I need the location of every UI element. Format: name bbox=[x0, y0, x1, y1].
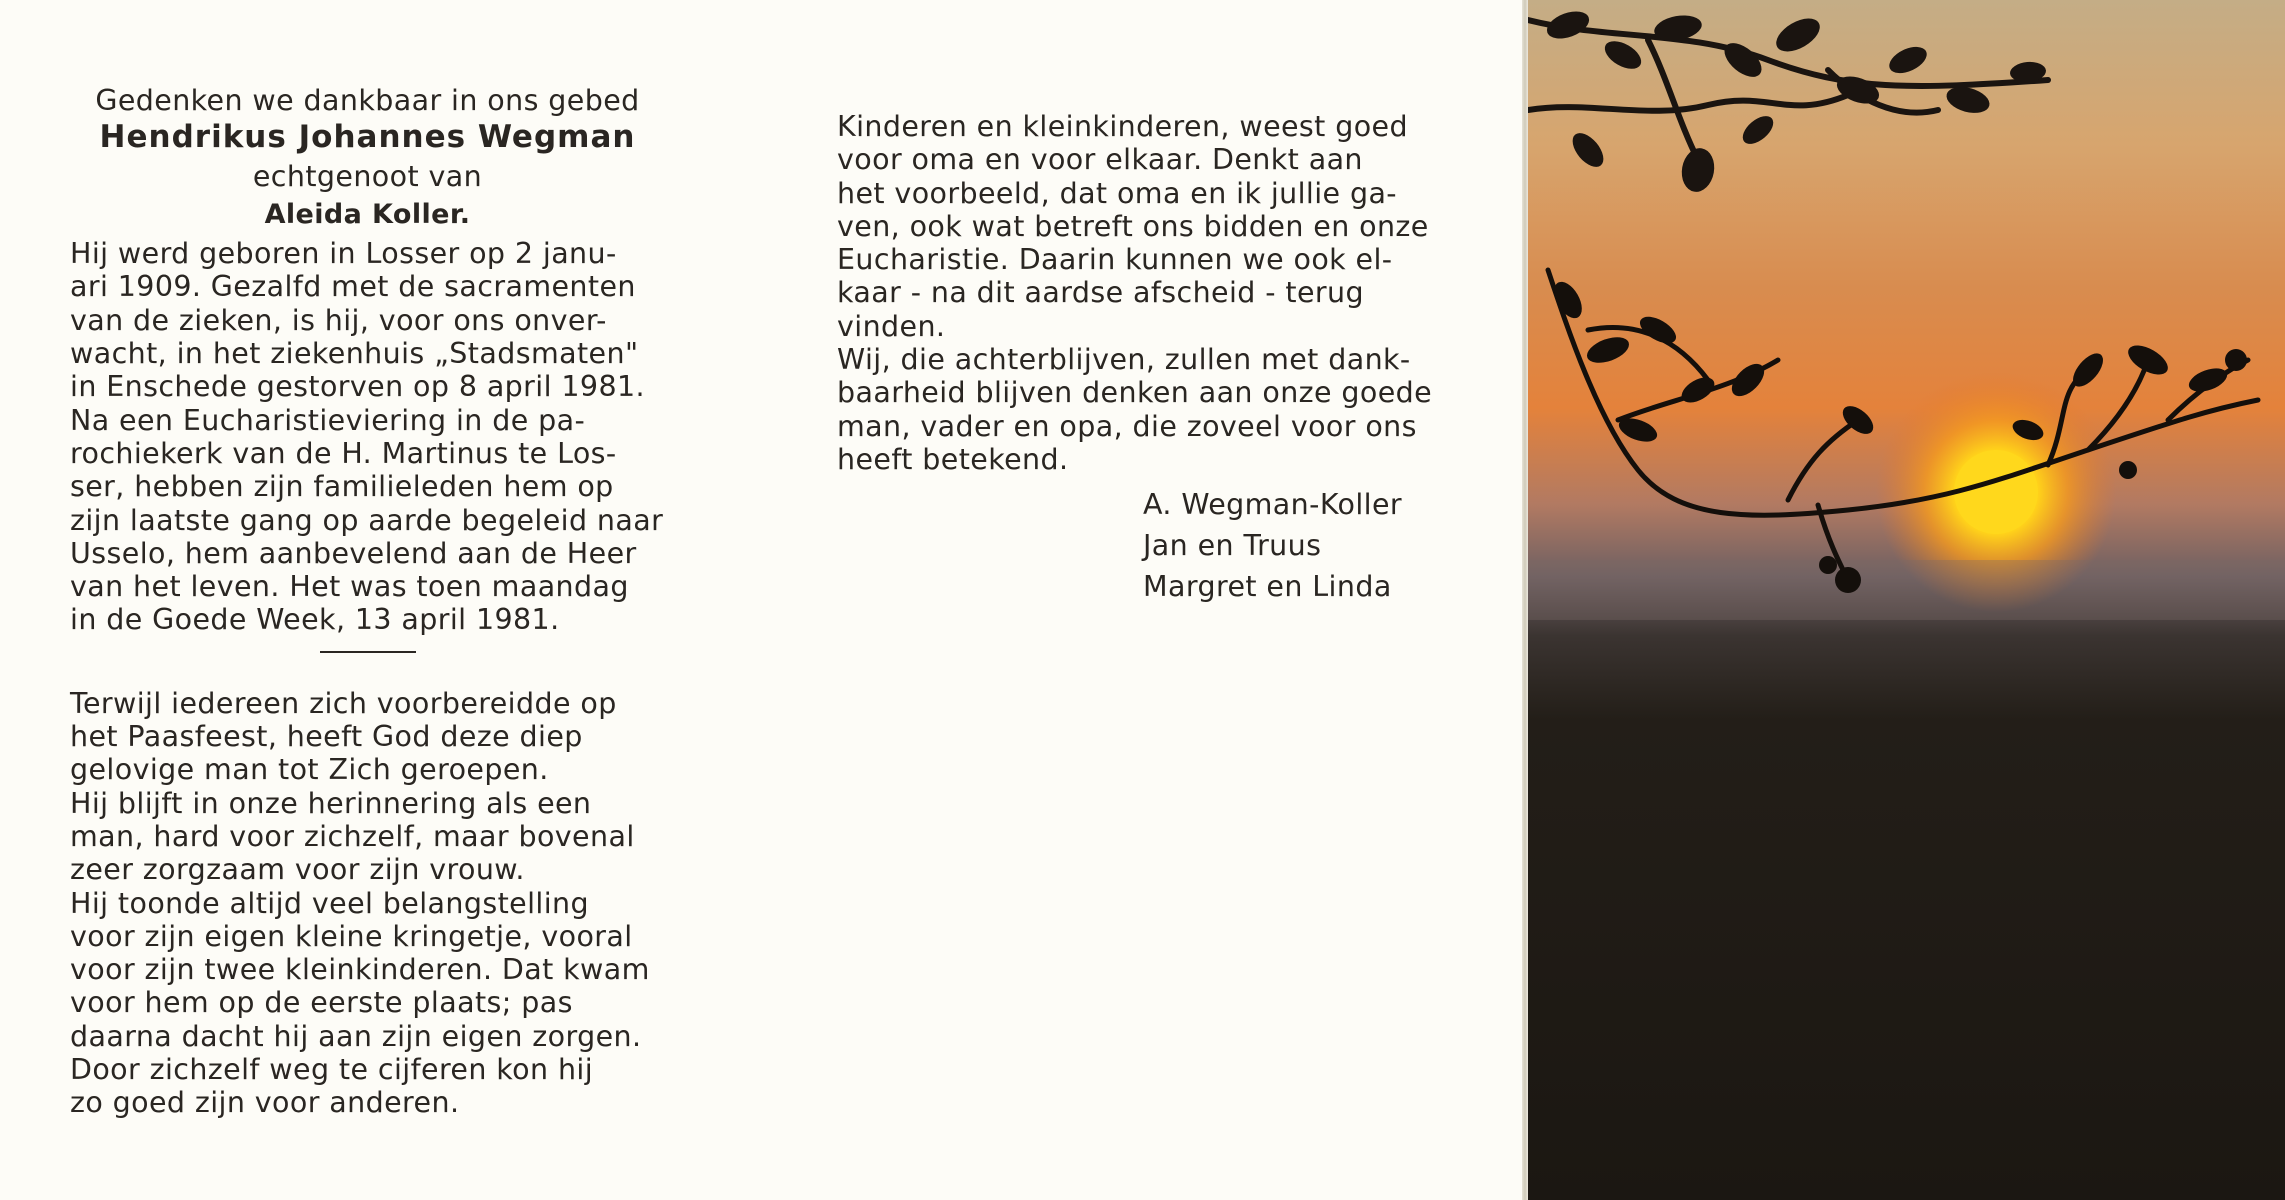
message-line: voor oma en voor elkaar. Denkt aan bbox=[837, 143, 1363, 177]
bio-line: in Enschede gestorven op 8 april 1981. bbox=[70, 370, 645, 404]
signature-line: Jan en Truus bbox=[1143, 529, 1322, 563]
intro-line: Gedenken we dankbaar in ons gebed bbox=[95, 84, 640, 117]
memory-line: zo goed zijn voor anderen. bbox=[70, 1086, 460, 1120]
spouse-name: Aleida Koller. bbox=[264, 198, 471, 230]
message-line: ven, ook wat betreft ons bidden en onze bbox=[837, 209, 1429, 243]
sunset-branch-image bbox=[1528, 0, 2285, 1200]
message-line: het voorbeeld, dat oma en ik jullie ga- bbox=[837, 176, 1397, 210]
biography-paragraph bbox=[70, 237, 665, 637]
left-page bbox=[0, 0, 760, 1200]
memory-line: voor zijn twee kleinkinderen. Dat kwam bbox=[70, 953, 650, 987]
bio-line: van het leven. Het was toen maandag bbox=[70, 570, 629, 604]
memory-line: Hij toonde altijd veel belangstelling bbox=[70, 886, 590, 920]
memory-paragraph bbox=[70, 687, 665, 1120]
memory-line: gelovige man tot Zich geroepen. bbox=[70, 753, 549, 787]
message-line: Eucharistie. Daarin kunnen we ook el- bbox=[837, 243, 1393, 277]
bio-line: ari 1909. Gezalfd met de sacramenten bbox=[70, 270, 636, 304]
message-line: kaar - na dit aardse afscheid - terug bbox=[837, 276, 1364, 310]
message-line: man, vader en opa, die zoveel voor ons bbox=[837, 409, 1417, 443]
memory-line: Terwijl iedereen zich voorbereidde op bbox=[70, 686, 617, 720]
bio-line: Na een Eucharistieviering in de pa- bbox=[70, 403, 586, 437]
left-text-column bbox=[70, 84, 665, 1120]
memory-line: het Paasfeest, heeft God deze diep bbox=[70, 720, 583, 754]
bio-line: ser, hebben zijn familieleden hem op bbox=[70, 470, 614, 504]
memory-line: voor hem op de eerste plaats; pas bbox=[70, 986, 573, 1020]
section-divider bbox=[320, 651, 416, 653]
bio-line: van de zieken, is hij, voor ons onver- bbox=[70, 303, 607, 337]
signature-line: A. Wegman-Koller bbox=[1143, 488, 1403, 522]
memory-line: Hij blijft in onze herinnering als een bbox=[70, 786, 592, 820]
message-line: Wij, die achterblijven, zullen met dank- bbox=[837, 343, 1411, 377]
message-line: vinden. bbox=[837, 309, 946, 343]
signatures bbox=[1143, 484, 1432, 607]
signature-line: Margret en Linda bbox=[1143, 570, 1392, 604]
message-paragraph bbox=[837, 110, 1432, 476]
memory-line: voor zijn eigen kleine kringetje, vooral bbox=[70, 919, 633, 953]
bio-line: Usselo, hem aanbevelend aan de Heer bbox=[70, 536, 637, 570]
bio-line: rochiekerk van de H. Martinus te Los- bbox=[70, 436, 617, 470]
message-line: baarheid blijven denken aan onze goede bbox=[837, 376, 1433, 410]
memory-line: Door zichzelf weg te cijferen kon hij bbox=[70, 1053, 594, 1087]
memory-line: man, hard voor zichzelf, maar bovenal bbox=[70, 819, 635, 853]
memory-line: zeer zorgzaam voor zijn vrouw. bbox=[70, 853, 525, 887]
message-line: Kinderen en kleinkinderen, weest goed bbox=[837, 110, 1408, 143]
message-line: heeft betekend. bbox=[837, 442, 1069, 476]
bio-line: wacht, in het ziekenhuis „Stadsmaten" bbox=[70, 337, 639, 371]
bio-line: zijn laatste gang op aarde begeleid naar bbox=[70, 503, 664, 537]
deceased-name: Hendrikus Johannes Wegman bbox=[99, 119, 636, 156]
bio-line: Hij werd geboren in Losser op 2 janu- bbox=[70, 237, 617, 271]
right-text-column bbox=[837, 110, 1432, 607]
memory-line: daarna dacht hij aan zijn eigen zorgen. bbox=[70, 1019, 642, 1053]
bio-line: in de Goede Week, 13 april 1981. bbox=[70, 603, 560, 637]
sunset-photo bbox=[1528, 0, 2285, 1200]
relation-line: echtgenoot van bbox=[252, 159, 483, 193]
